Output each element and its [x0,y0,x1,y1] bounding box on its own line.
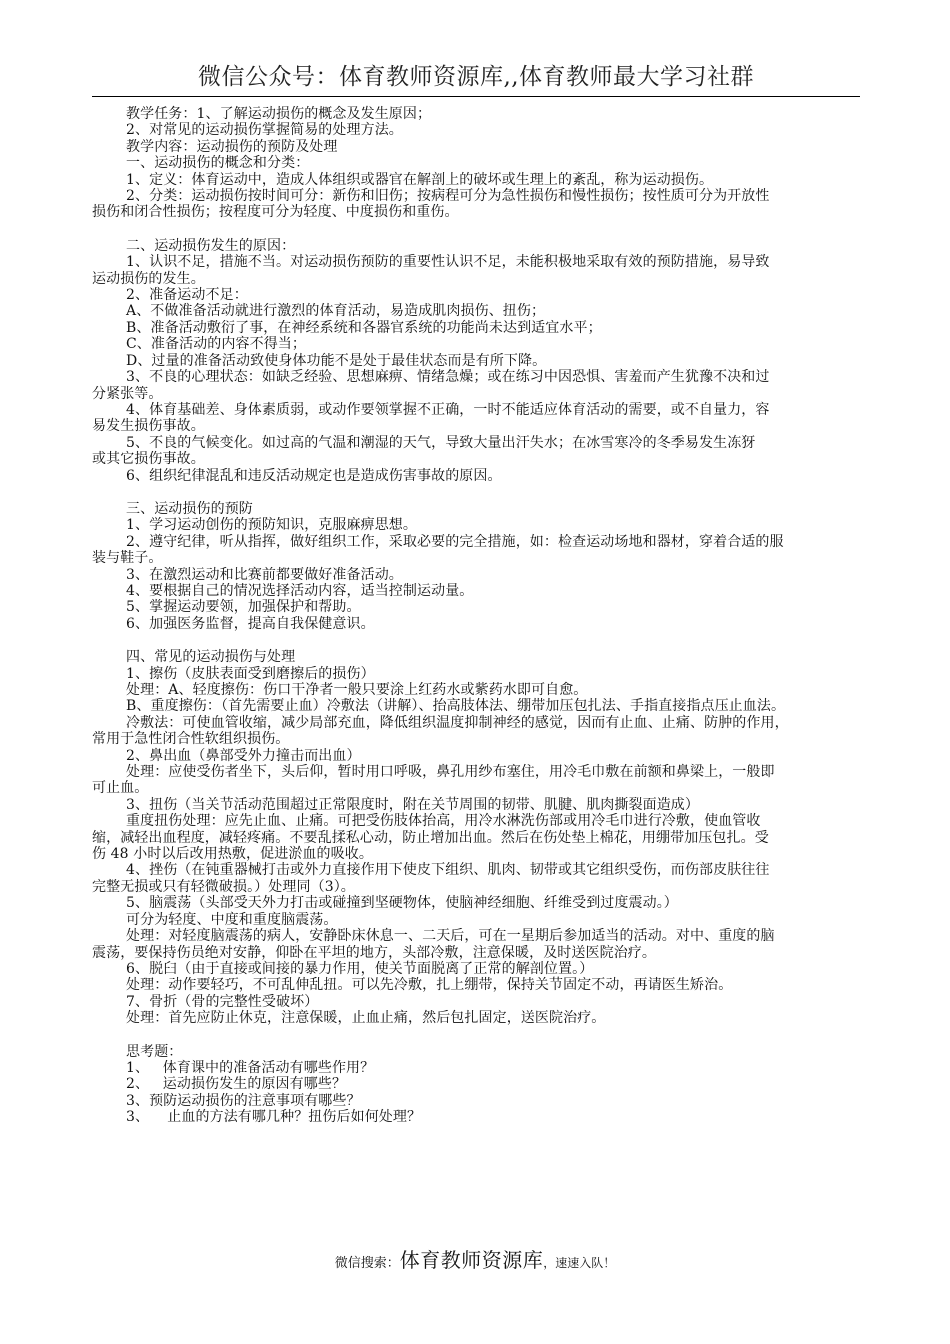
text-line: 5、脑震荡（头部受天外力打击或碰撞到坚硬物体，使脑神经细胞、纤维受到过度震动。） [126,895,678,912]
text-line: 7、骨折（骨的完整性受破坏） [126,993,319,1010]
text-line: 2、遵守纪律，听从指挥，做好组织工作，采取必要的完全措施，如：检查运动场地和器材，穿着合适的服 [126,533,784,550]
text-line: 2、对常见的运动损伤掌握简易的处理方法。 [126,122,403,139]
text-line: 6、组织纪律混乱和违反活动规定也是造成伤害事故的原因。 [126,467,502,484]
text-line: 3、不良的心理状态：如缺乏经验、思想麻痹、情绪急燥；或在练习中因恐惧、害羞而产生犹豫不决和过 [126,369,770,386]
text-line: 二、运动损伤发生的原因： [126,237,296,254]
text-line: 教学任务：1、了解运动损伤的概念及发生原因； [126,106,432,122]
text-line: 常用于急性闭合性软组织损伤。 [92,731,290,748]
text-line: 可分为轻度、中度和重度脑震荡。 [126,911,338,928]
text-line: 处理：首先应防止休克，注意保暖，止血止痛，然后包扎固定，送医院治疗。 [126,1010,606,1027]
text-line: 6、脱臼（由于直接或间接的暴力作用，使关节面脱离了正常的解剖位置。） [126,960,594,977]
blank-line [92,221,862,238]
text-line: B、重度擦伤：（首先需要止血）冷敷法（讲解）、抬高肢体法、绷带加压包扎法、手指直接指点压止血法。 [126,698,786,715]
text-line: 1、擦伤（皮肤表面受到磨擦后的损伤） [126,665,375,682]
text-line: 3、 止血的方法有哪几种？扭伤后如何处理？ [126,1109,422,1126]
text-line: 3、在激烈运动和比赛前都要做好准备活动。 [126,566,403,583]
footer-prefix: 微信搜索： [334,1256,400,1271]
text-line: 一、运动损伤的概念和分类： [126,155,310,172]
text-line: C、准备活动的内容不得当； [126,336,307,353]
text-line: 1、 体育课中的准备活动有哪些作用？ [126,1059,375,1076]
text-line: 3、扭伤（当关节活动范围超过正常限度时，附在关节周围的韧带、肌腱、肌肉撕裂面造成） [126,796,700,813]
text-line: 缩，减轻出血程度，减轻疼痛。不要乱揉私心动，防止增加出血。然后在伤处垫上棉花，用绷带加压包扎。受 [92,829,769,846]
text-line: 三、运动损伤的预防 [126,500,253,517]
text-line: 2、分类：运动损伤按时间可分：新伤和旧伤；按病程可分为急性损伤和慢性损伤；按性质可分为开放性 [126,188,770,205]
text-line: 损伤和闭合性损伤；按程度可分为轻度、中度损伤和重伤。 [92,204,459,221]
page-footer [0,1244,950,1273]
text-line: 1、定义：体育运动中，造成人体组织或器官在解剖上的破坏或生理上的紊乱，称为运动损伤。 [126,171,714,188]
text-line: 1、学习运动创伤的预防知识，克服麻痹思想。 [126,517,418,534]
text-line: 伤 48 小时以后改用热敷，促进淤血的吸收。 [92,846,373,863]
page-header [92,60,860,97]
text-line: 处理：A、轻度擦伤：伤口干净者一般只要涂上红药水或紫药水即可自愈。 [126,682,588,698]
text-line: 4、挫伤（在钝重器械打击或外力直接作用下使皮下组织、肌肉、韧带或其它组织受伤，而伤部皮肤往往 [126,862,770,879]
footer-brand: 体育教师资源库 [399,1248,544,1272]
blank-line [92,1027,862,1044]
text-line: 思考题： [126,1043,183,1060]
text-line: 易发生损伤事故。 [92,418,205,435]
text-line: 完整无损或只有轻微破损。）处理同（3）。 [92,878,355,895]
text-line: 5、不良的气候变化。如过高的气温和潮湿的天气，导致大量出汗失水；在冰雪寒冷的冬季易发生冻犽 [126,434,756,451]
text-line: 震荡，要保持伤员绝对安静，仰卧在平坦的地方，头部冷敷，注意保暖，及时送医院治疗。 [92,944,656,961]
text-line: 4、体育基础差、身体素质弱，或动作要领掌握不正确，一时不能适应体育活动的需要，或不自量力，容 [126,401,770,418]
text-line: A、不做准备活动就进行激烈的体育活动，易造成肌肉损伤、扭伤； [126,303,546,320]
text-line: 4、要根据自己的情况选择活动内容，适当控制运动量。 [126,582,474,599]
text-line: 分紧张等。 [92,385,163,402]
text-line: 5、掌握运动要领，加强保护和帮助。 [126,599,361,616]
text-line: 2、鼻出血（鼻部受外力撞击而出血） [126,747,361,764]
text-line: 2、 运动损伤发生的原因有哪些？ [126,1076,347,1093]
text-line: B、准备活动敷衍了事，在神经系统和各器官系统的功能尚未达到适宜水平； [126,319,602,336]
text-line: 处理：对轻度脑震荡的病人，安静卧床休息一、二天后，可在一星期后参加适当的活动。对中、重度的脑 [126,928,775,945]
text-line: 2、准备运动不足： [126,287,248,304]
text-line: 6、加强医务监督，提高自我保健意识。 [126,615,375,632]
document-body [92,106,862,1126]
text-line: 运动损伤的发生。 [92,270,205,287]
text-line: 1、认识不足，措施不当。对运动损伤预防的重要性认识不足，未能积极地采取有效的预防措施，易导致 [126,254,770,271]
text-line: 重度扭伤处理：应先止血、止痛。可把受伤肢体抬高，用冷水淋洗伤部或用冷毛巾进行冷敷，使血管收 [126,813,761,830]
blank-line [92,632,862,649]
text-line: 装与鞋子。 [92,550,163,567]
text-line: 处理：动作要轻巧，不可乱伸乱扭。可以先冷敷，扎上绷带，保持关节固定不动，再请医生矫治。 [126,977,733,994]
text-line: 或其它损伤事故。 [92,451,205,468]
blank-line [92,484,862,501]
footer-suffix: ，速速入队！ [543,1256,616,1270]
text-line: 处理：应使受伤者坐下，头后仰，暂时用口呼吸，鼻孔用纱布塞住，用冷毛巾敷在前额和鼻梁上，一般即 [126,764,775,781]
text-line: 教学内容：运动损伤的预防及处理 [126,138,338,155]
text-line: D、过量的准备活动致使身体功能不是处于最佳状态而是有所下降。 [126,352,547,369]
text-line: 冷敷法：可使血管收缩，减少局部充血，降低组织温度抑制神经的感觉，因而有止血、止痛、防肿的作用， [126,714,789,731]
text-line: 四、常见的运动损伤与处理 [126,649,296,666]
text-line: 3、预防运动损伤的注意事项有哪些？ [126,1092,361,1109]
text-line: 可止血。 [92,780,149,797]
header-title: 微信公众号：体育教师资源库,,体育教师最大学习社群 [197,64,755,90]
